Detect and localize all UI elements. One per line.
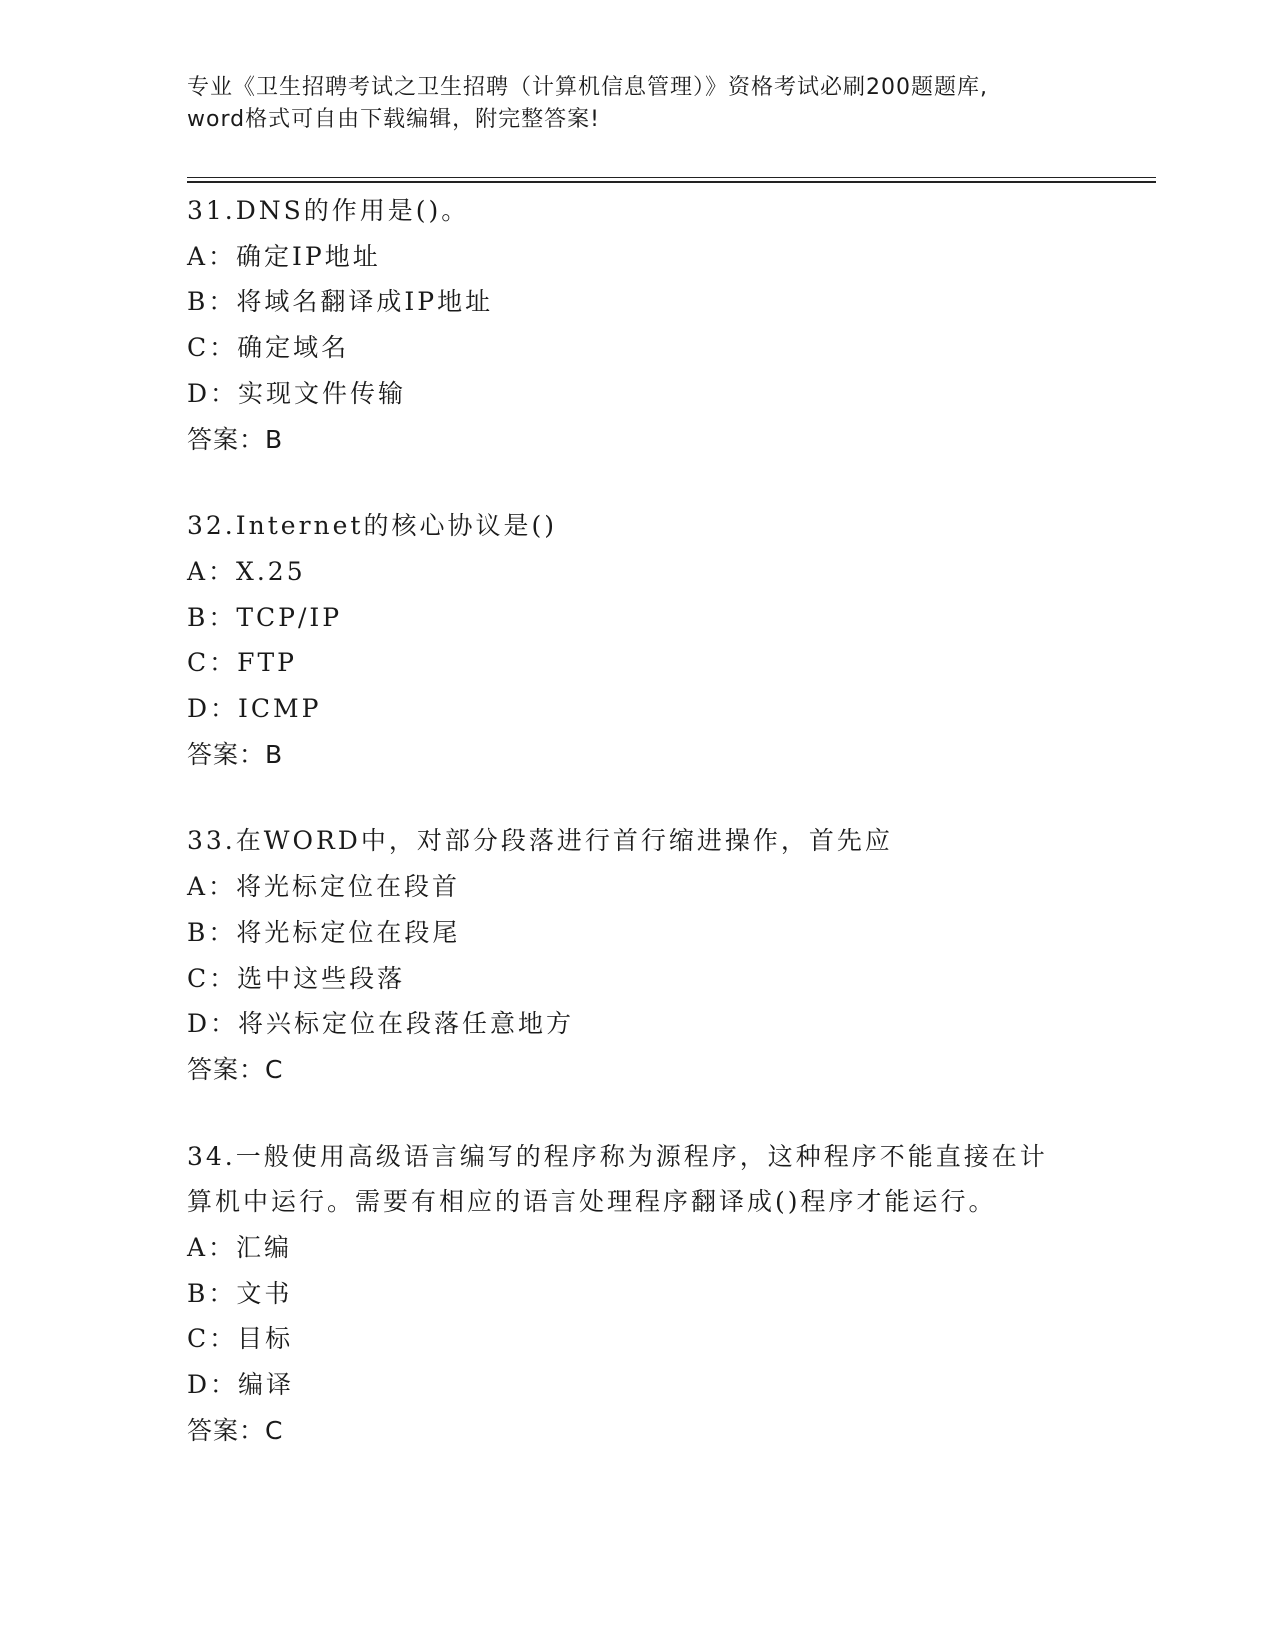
option-a: A：将光标定位在段首 xyxy=(187,872,461,902)
question-34 xyxy=(187,1134,1087,1454)
question-33 xyxy=(187,818,1087,1092)
option-d: D：实现文件传输 xyxy=(187,378,407,408)
option-b: B：将域名翻译成IP地址 xyxy=(187,287,494,317)
question-stem-line-1: 34.一般使用高级语言编写的程序称为源程序，这种程序不能直接在计 xyxy=(187,1141,1048,1171)
header-divider-thick xyxy=(187,181,1156,183)
answer-line: 答案：C xyxy=(187,1415,284,1445)
question-31 xyxy=(187,188,1087,462)
question-list xyxy=(187,188,1087,1495)
option-a: A：X.25 xyxy=(187,556,306,586)
option-b: B：文书 xyxy=(187,1278,293,1308)
header-divider-thin xyxy=(187,177,1156,178)
question-stem-line-2: 算机中运行。需要有相应的语言处理程序翻译成()程序才能运行。 xyxy=(187,1187,997,1217)
answer-line: 答案：B xyxy=(187,739,284,769)
option-c: C：FTP xyxy=(187,648,297,678)
option-c: C：目标 xyxy=(187,1324,294,1354)
option-d: D：ICMP xyxy=(187,694,322,724)
question-stem: 32.Internet的核心协议是() xyxy=(187,511,557,541)
document-header xyxy=(187,72,1107,136)
option-b: B：将光标定位在段尾 xyxy=(187,917,461,947)
header-line-1: 专业《卫生招聘考试之卫生招聘（计算机信息管理）》资格考试必刷200题题库, xyxy=(187,75,988,100)
question-stem: 33.在WORD中，对部分段落进行首行缩进操作，首先应 xyxy=(187,826,893,856)
option-d: D：将兴标定位在段落任意地方 xyxy=(187,1009,575,1039)
option-a: A：确定IP地址 xyxy=(187,241,381,271)
header-line-2: word格式可自由下载编辑，附完整答案! xyxy=(187,107,600,132)
question-32 xyxy=(187,503,1087,777)
option-a: A：汇编 xyxy=(187,1233,293,1263)
option-c: C：确定域名 xyxy=(187,333,350,363)
question-stem: 31.DNS的作用是()。 xyxy=(187,196,470,225)
answer-line: 答案：B xyxy=(187,424,284,454)
option-b: B：TCP/IP xyxy=(187,602,343,632)
answer-line: 答案：C xyxy=(187,1054,284,1084)
option-c: C：选中这些段落 xyxy=(187,963,406,993)
option-d: D：编译 xyxy=(187,1370,295,1400)
